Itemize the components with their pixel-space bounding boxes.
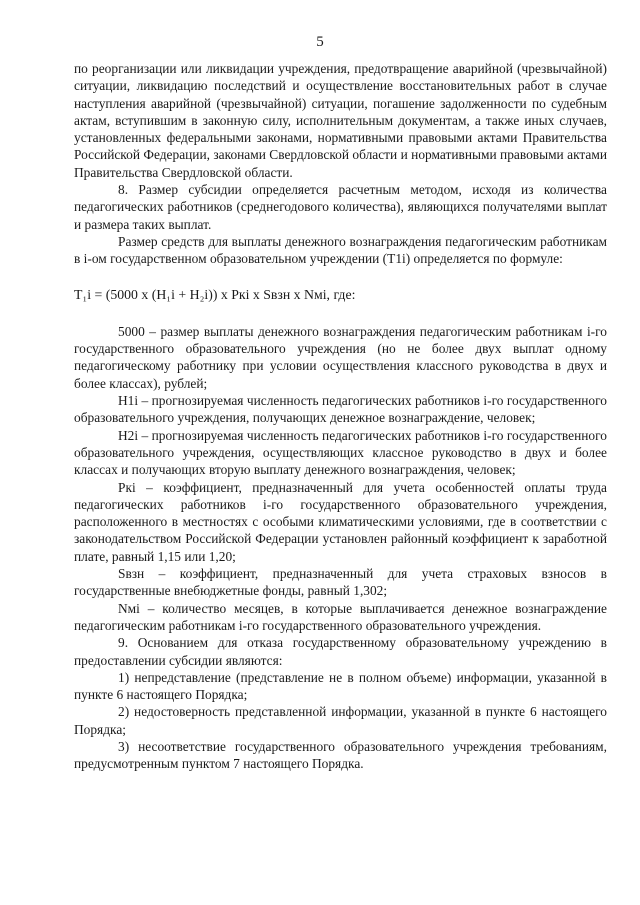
- paragraph-def-5000: 5000 – размер выплаты денежного вознаграждения педагогическим работникам i-го государственного образовательного учреждения (но не более двух выплат одному педагогическому работнику при условии осуществления классного руководства в двух и более классах), рублей;: [74, 323, 607, 391]
- paragraph-def-h2i: H2i – прогнозируемая численность педагогических работников i-го государственного образовательного учреждения, осуществляющих классное руководство в двух и более классах и получающих вторую выплату денежного вознаграждения, человек;: [74, 427, 607, 478]
- paragraph-def-nmi: Nмi – количество месяцев, в которые выплачивается денежное вознаграждение педагогическим работникам i-го государственного образовательного учреждения.: [74, 600, 607, 633]
- paragraph-reorganization: по реорганизации или ликвидации учреждения, предотвращение аварийной (чрезвычайной) ситуации, ликвидацию последствий и осуществление восстановительных работ в случае наступления аварийной (чрезвычайной) ситуации, погашение задолженности по судебным актам, вступившим в законную силу, исполнительным документам, а также иных случаев, установленных федеральными законами, нормативными правовыми актами Правительства Российской Федерации, законами Свердловской области и нормативными правовыми актами Правительства Свердловской области.: [74, 61, 607, 180]
- paragraph-def-svzn: Sвзн – коэффициент, предназначенный для учета страховых взносов в государственные внебюджетные фонды, равный 1,302;: [74, 566, 607, 599]
- page-number: 5: [316, 34, 324, 50]
- paragraph-calculation-intro: Размер средств для выплаты денежного вознаграждения педагогическим работникам в i-ом государственном образовательном учреждении (T1i) определяется по формуле:: [74, 233, 607, 267]
- paragraph-subitem-2: 2) недостоверность представленной информации, указанной в пункте 6 настоящего Порядка;: [74, 704, 607, 737]
- paragraph-item-9: 9. Основанием для отказа государственному образовательному учреждению в предоставлении субсидии являются:: [74, 635, 607, 668]
- formula: T₁i = (5000 x (H₁i + H₂i)) x Pкi x Sвзн x Nмi, где:: [74, 286, 356, 302]
- paragraph-def-h1i: H1i – прогнозируемая численность педагогических работников i-го государственного образовательного учреждения, получающих денежное вознаграждение, человек;: [74, 393, 607, 426]
- paragraph-subitem-1: 1) непредставление (представление не в полном объеме) информации, указанной в пункте 6 настоящего Порядка;: [74, 669, 607, 703]
- paragraph-subitem-3: 3) несоответствие государственного образовательного учреждения требованиям, предусмотренным пунктом 7 настоящего Порядка.: [74, 738, 607, 772]
- paragraph-item-8: 8. Размер субсидии определяется расчетным методом, исходя из количества педагогических работников (среднегодового количества), являющихся получателями выплат и размера таких выплат.: [74, 182, 607, 232]
- paragraph-def-rki: Pкi – коэффициент, предназначенный для учета особенностей оплаты труда педагогических работников i-го государственного образовательного учреждения, расположенного в местностях с особыми климатическими условиями, где в соответствии с законодательством Российской Федерации установлен районный коэффициент к заработной плате, равный 1,15 или 1,20;: [74, 479, 607, 564]
- document-body: [74, 60, 607, 773]
